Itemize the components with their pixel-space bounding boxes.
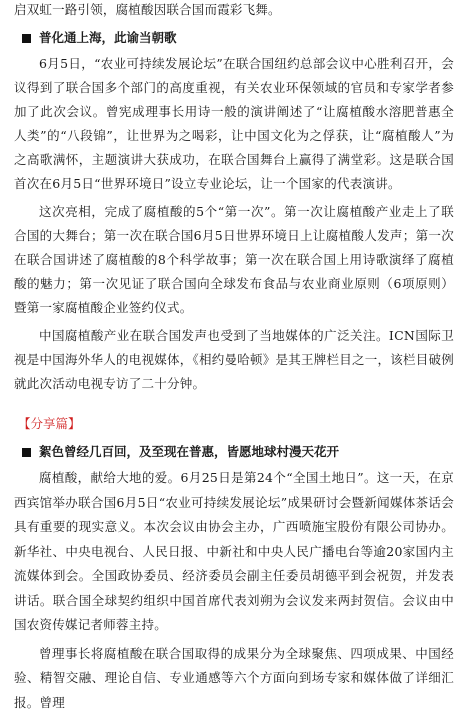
section-heading-1	[14, 28, 454, 48]
section-heading-2-text: 絮色曾经几百回，及至现在普惠，皆愿地球村漫天花开	[39, 442, 339, 462]
paragraph-4: 腐植酸，献给大地的爱。6月25日是第24个“全国土地日”。这一天，在京西宾馆举办联合国6月5日“农业可持续发展论坛”成果研讨会暨新闻媒体茶话会具有重要的现实意义。本次会议由协会主办，广西喷施宝股份有限公司协办。新华社、中央电视台、人民日报、中新社和中央人民广播电台等逾20家国内主流媒体到会。全国政协委员、经济委员会副主任委员胡德平到会祝贺，并发表讲话。联合国全球契约组织中国首席代表刘朔为会议发来两封贺信。会议由中国农资传媒记者师蓉主持。	[14, 466, 454, 638]
square-bullet-icon	[22, 448, 31, 457]
square-bullet-icon	[22, 34, 31, 43]
paragraph-2: 这次亮相，完成了腐植酸的5个“第一次”。第一次让腐植酸产业走上了联合国的大舞台；第一次在联合国6月5日世界环境日上让腐植酸人发声；第一次在联合国讲述了腐植酸的8个科学故事；第一次在联合国上用诗歌演绎了腐植酸的魅力；第一次见证了联合国向全球发布食品与农业商业原则（6项原则）暨第一家腐植酸企业签约仪式。	[14, 200, 454, 320]
top-line-text: 启双虹一路引领，腐植酸因联合国而霞彩飞舞。	[14, 0, 454, 20]
paragraph-1: 6月5日，“农业可持续发展论坛”在联合国纽约总部会议中心胜利召开，会议得到了联合国多个部门的高度重视，有关农业环保领域的官员和专家学者参加了此次会议。曾宪成理事长用诗一般的演讲阐述了“让腐植酸水溶肥普惠全人类”的“八段锦”，让世界为之喝彩，让中国文化为之俘获，让“腐植酸人”为之高歌满怀，主题演讲大获成功，在联合国舞台上赢得了满堂彩。这是联合国首次在6月5日“世界环境日”设立专业论坛，让一个国家的代表演讲。	[14, 52, 454, 196]
section-heading-2	[14, 442, 454, 462]
section-heading-1-text: 普化通上海，此谕当朝歌	[39, 28, 177, 48]
section-tag-share: 【分享篇】	[14, 414, 454, 434]
paragraph-5: 曾理事长将腐植酸在联合国取得的成果分为全球聚焦、四项成果、中国经验、精智交融、理论自信、专业通感等六个方面向到场专家和媒体做了详细汇报。曾理	[14, 642, 454, 715]
paragraph-3: 中国腐植酸产业在联合国发声也受到了当地媒体的广泛关注。ICN国际卫视是中国海外华人的电视媒体，《相约曼哈顿》是其王牌栏目之一，该栏目破例就此次活动电视专访了二十分钟。	[14, 324, 454, 396]
